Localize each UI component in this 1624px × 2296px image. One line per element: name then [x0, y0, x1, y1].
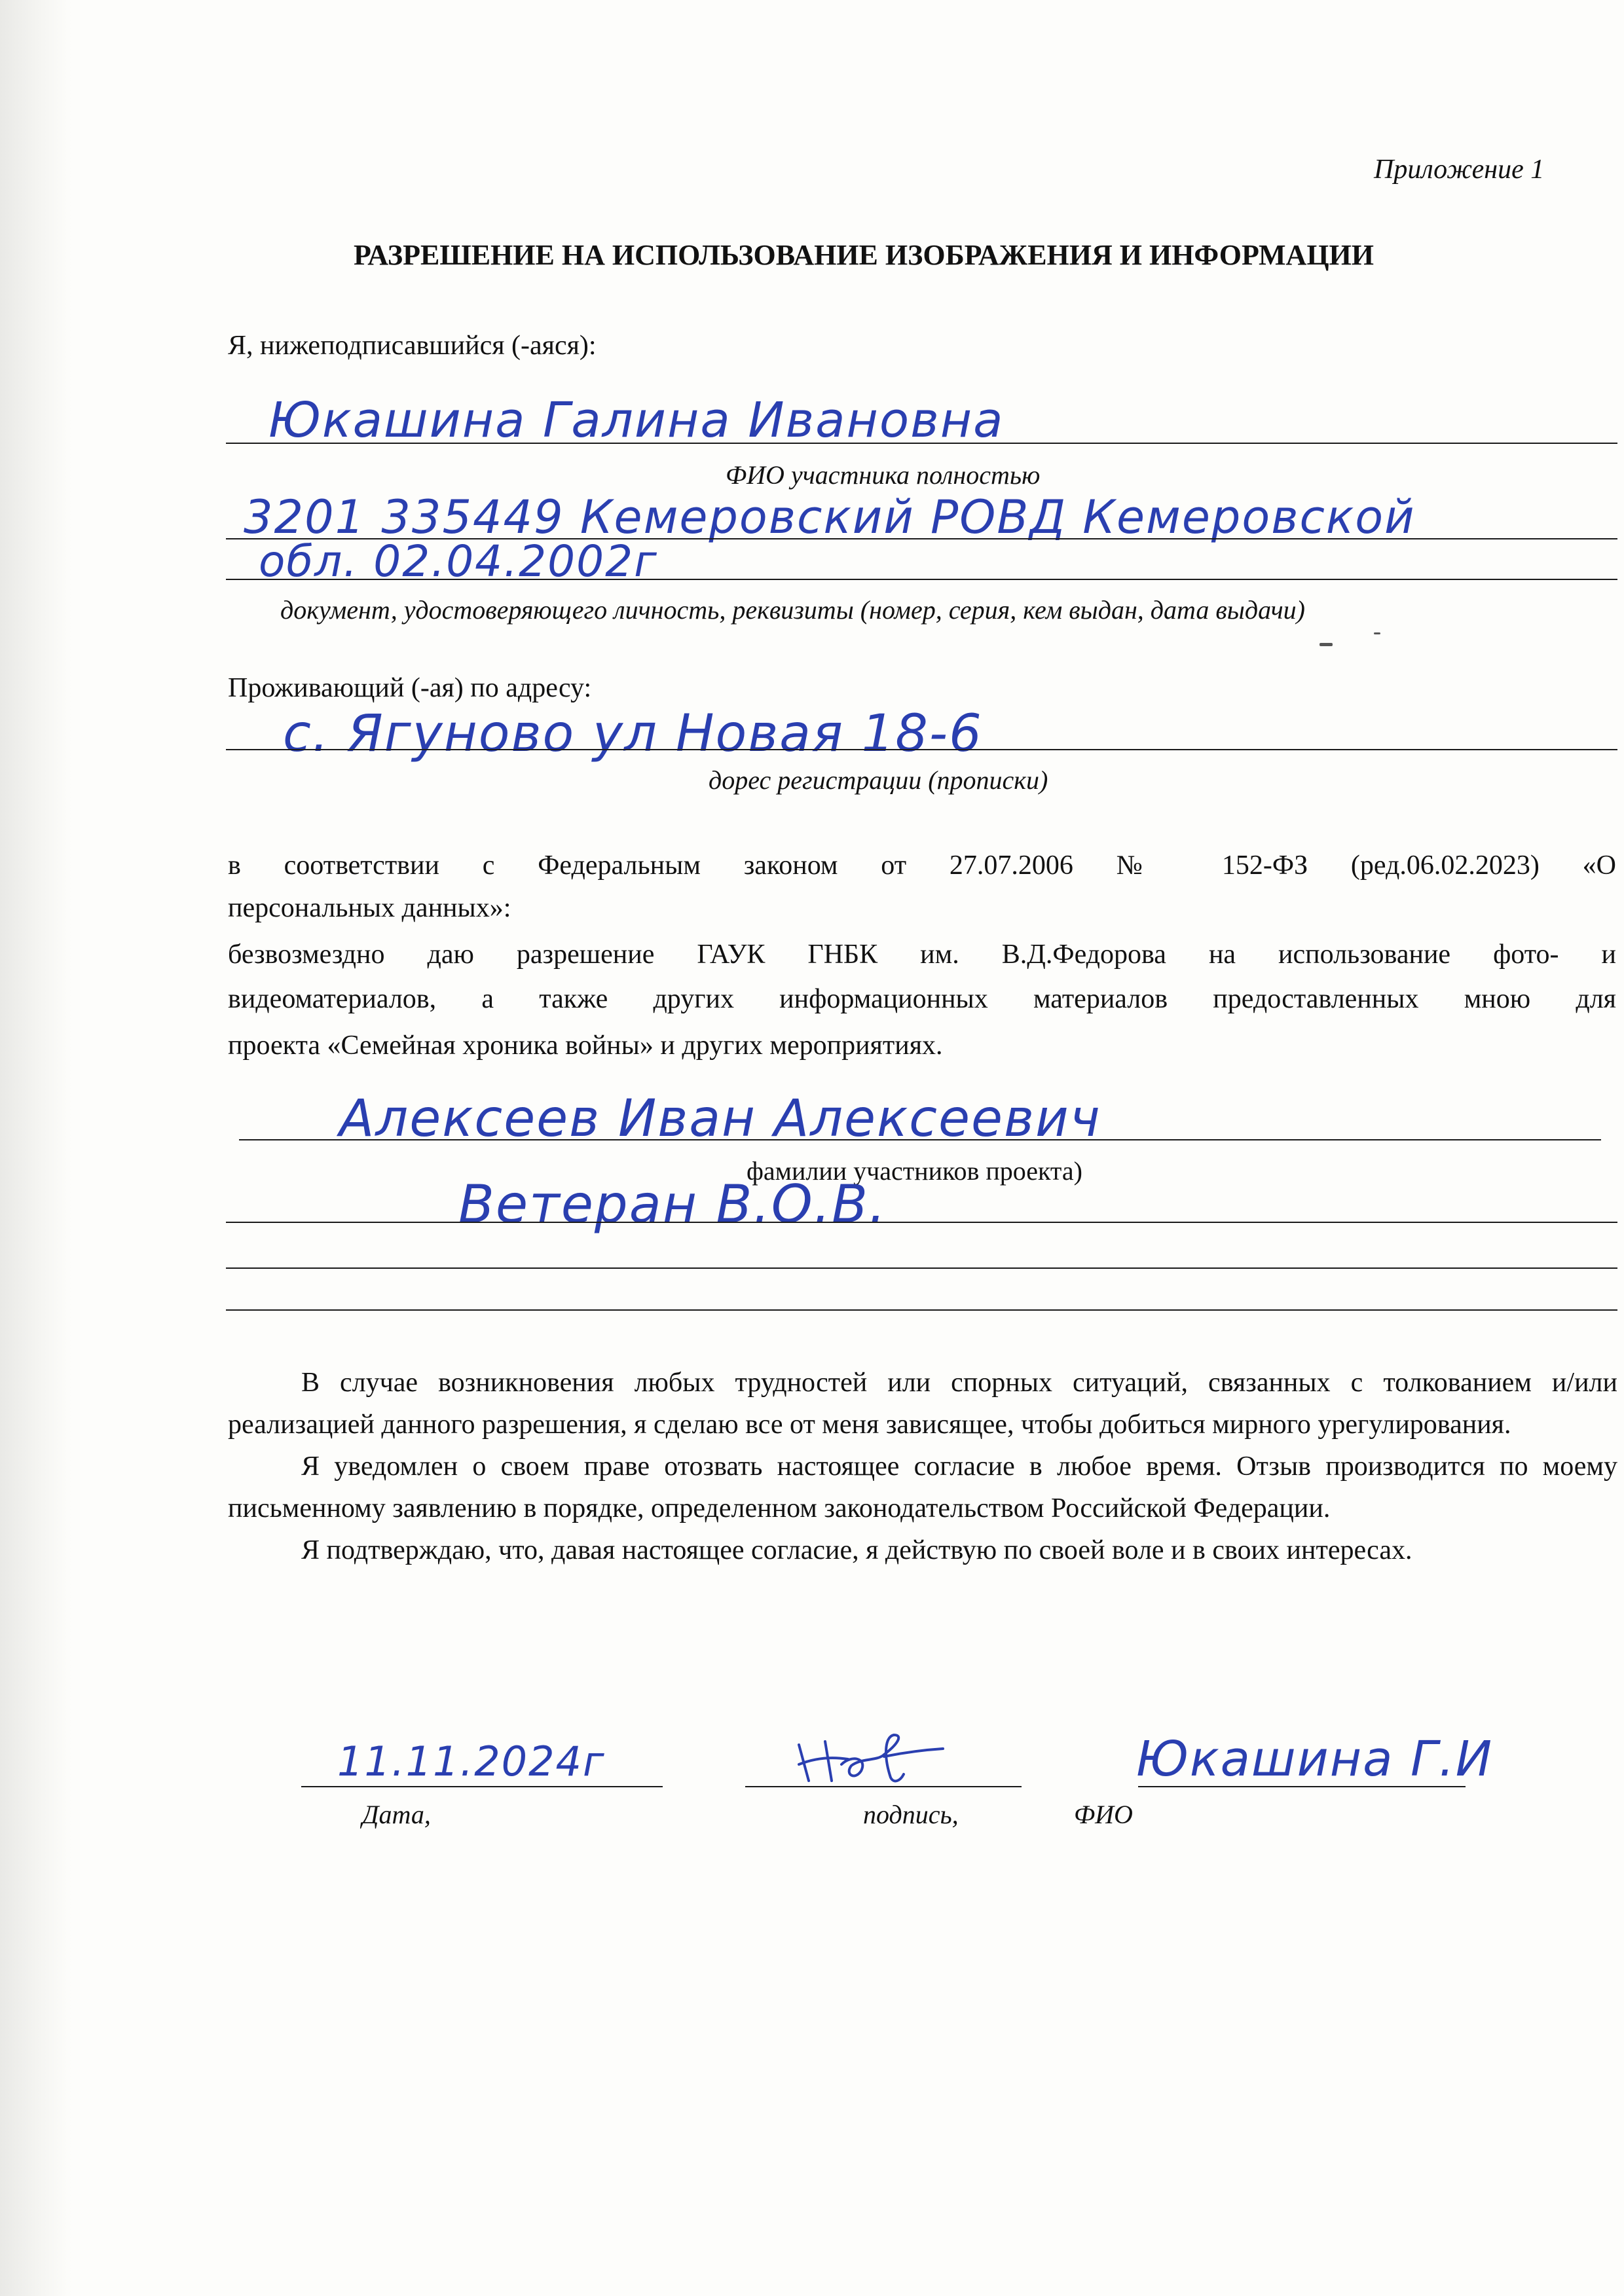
document-title: РАЗРЕШЕНИЕ НА ИСПОЛЬЗОВАНИЕ ИЗОБРАЖЕНИЯ И ИНФОРМАЦИИ — [354, 239, 1375, 271]
signer-intro: Я, нижеподписавшийся (-аяся): — [228, 331, 597, 361]
blank-line-1 — [226, 1267, 1617, 1269]
clause-confirmation: Я подтверждаю, что, давая настоящее согласие, я действую по своей воле и в своих интересах. — [301, 1535, 1412, 1565]
clause-revocation: Я уведомлен о своем праве отозвать настоящее согласие в любое время. Отзыв производится по моему письменному заявлению в порядке, определенном законодательством Российской Федерации. — [228, 1451, 1617, 1523]
appendix-label: Приложение 1 — [1374, 155, 1545, 185]
full-name-caption: ФИО участника полностью — [726, 460, 1041, 490]
participant-note-line — [226, 1222, 1617, 1223]
law-reference-line: в соответствии с Федеральным законом от 27.07.2006 № 152-ФЗ (ред.06.02.2023) «О — [228, 850, 1616, 881]
handwritten-participant-note: Ветеран В.О.В. — [458, 1174, 887, 1235]
handwritten-document-line-2: обл. 02.04.2002г — [259, 536, 658, 587]
handwritten-full-name: Юкашина Галина Ивановна — [268, 392, 1005, 448]
handwritten-participant-name: Алексеев Иван Алексеевич — [339, 1089, 1101, 1148]
consent-line-3: проекта «Семейная хроника войны» и других мероприятиях. — [228, 1030, 943, 1061]
fio-line — [1138, 1786, 1466, 1787]
blank-line-2 — [226, 1309, 1617, 1311]
participant-caption: фамилии участников проекта) — [747, 1156, 1082, 1186]
clause-disputes: В случае возникновения любых трудностей или спорных ситуаций, связанных с толкованием и/или реализацией данного разрешения, я сделаю все от меня зависящее, чтобы добиться мирного урегулирования. — [228, 1368, 1617, 1440]
address-caption: дорес регистрации (прописки) — [709, 765, 1048, 795]
consent-line-1: безвозмездно даю разрешение ГАУК ГНБК им. В.Д.Федорова на использование фото- и — [228, 939, 1616, 970]
document-caption: документ, удостоверяющего личность, реквизиты (номер, серия, кем выдан, дата выдачи) — [280, 595, 1305, 625]
document-line-2 — [226, 579, 1617, 580]
date-line — [301, 1786, 663, 1787]
date-label: Дата, — [362, 1800, 431, 1829]
scan-speck — [1320, 643, 1333, 646]
address-line — [226, 749, 1617, 750]
law-reference-line-2: персональных данных»: — [228, 893, 511, 923]
fio-label: ФИО — [1074, 1800, 1133, 1829]
participant-line — [239, 1139, 1601, 1140]
handwritten-date: 11.11.2024г — [337, 1738, 606, 1785]
clauses-block — [228, 1362, 1617, 1571]
scan-edge-shadow — [0, 0, 72, 2296]
handwritten-signature — [786, 1719, 956, 1791]
handwritten-address: с. Ягуново ул Новая 18-6 — [283, 704, 983, 763]
handwritten-fio: Юкашина Г.И — [1136, 1731, 1494, 1787]
full-name-line — [226, 443, 1617, 444]
scan-speck — [1374, 632, 1380, 634]
signature-label: подпись, — [863, 1800, 959, 1829]
signature-line — [745, 1786, 1022, 1787]
consent-line-2: видеоматериалов, а также других информационных материалов предоставленных мною для — [228, 984, 1616, 1014]
address-label: Проживающий (-ая) по адресу: — [228, 673, 592, 703]
handwritten-document-line-1: 3201 335449 Кемеровский РОВД Кемеровской — [244, 490, 1416, 544]
